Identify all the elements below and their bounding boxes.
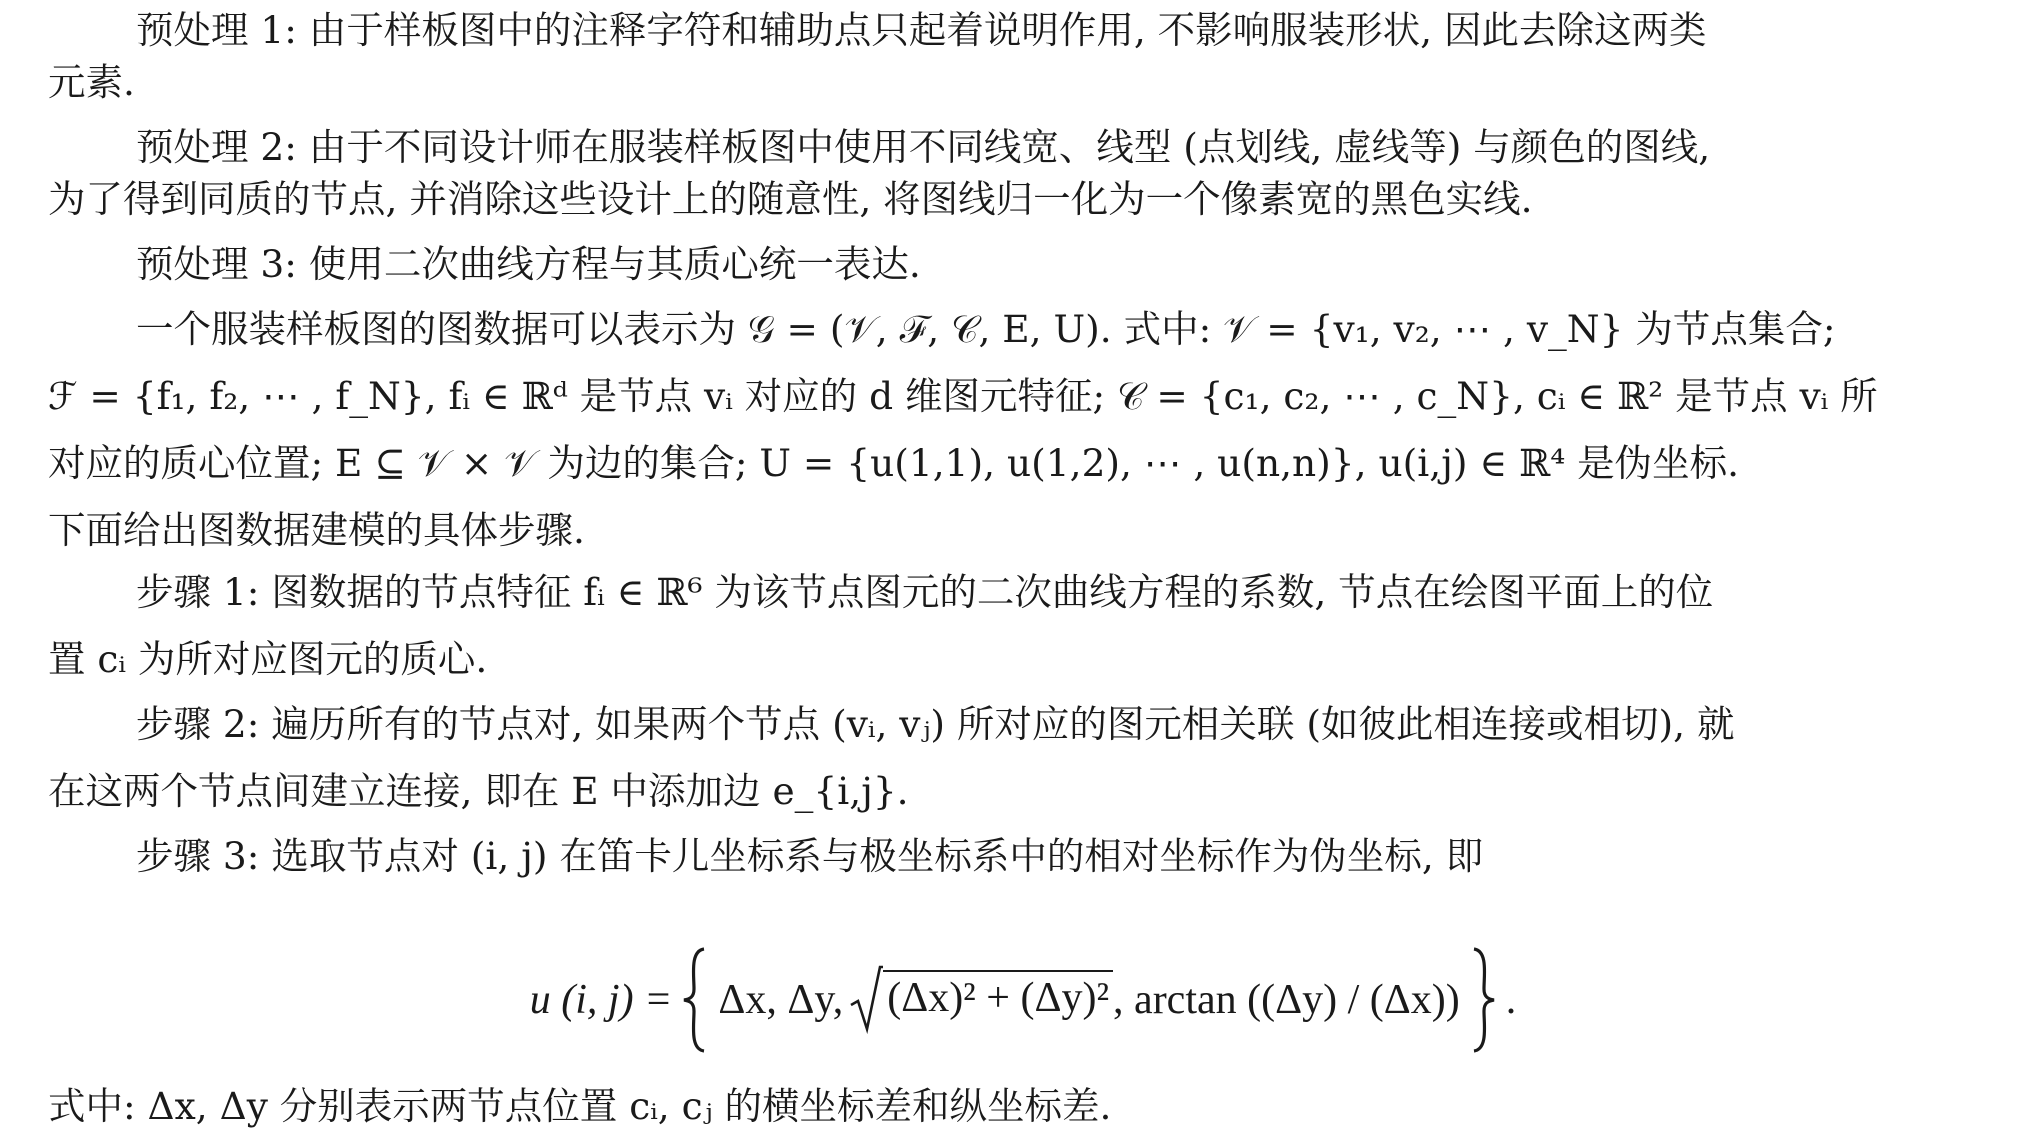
equation-term-deltas: Δx, Δy, bbox=[718, 977, 844, 1023]
equation-end-period: . bbox=[1505, 977, 1517, 1023]
paragraph-step-2-line-1: 步骤 2: 遍历所有的节点对, 如果两个节点 (vᵢ, vⱼ) 所对应的图元相关联 (如彼此相连接或相切), 就 bbox=[136, 702, 1735, 746]
paragraph-preprocess-3: 预处理 3: 使用二次曲线方程与其质心统一表达. bbox=[136, 242, 921, 286]
paragraph-preprocess-2-line-1: 预处理 2: 由于不同设计师在服装样板图中使用不同线宽、线型 (点划线, 虚线等) 与颜色的图线, bbox=[136, 125, 1711, 169]
paragraph-step-3: 步骤 3: 选取节点对 (i, j) 在笛卡儿坐标系与极坐标系中的相对坐标作为伪坐标, 即 bbox=[136, 834, 1484, 878]
paragraph-preprocess-1-line-1: 预处理 1: 由于样板图中的注释字符和辅助点只起着说明作用, 不影响服装形状, 因此去除这两类 bbox=[136, 8, 1707, 52]
pseudo-coordinate-equation bbox=[48, 940, 1998, 1060]
paper-page bbox=[48, 0, 1998, 1137]
paragraph-step-1-line-2: 置 cᵢ 为所对应图元的质心. bbox=[48, 637, 488, 681]
paragraph-preprocess-1-line-2: 元素. bbox=[48, 60, 135, 104]
left-brace-icon bbox=[678, 945, 712, 1055]
paragraph-preprocess-2-line-2: 为了得到同质的节点, 并消除这些设计上的随意性, 将图线归一化为一个像素宽的黑色实线. bbox=[48, 177, 1533, 221]
paragraph-step-2-line-2: 在这两个节点间建立连接, 即在 E 中添加边 e_{i,j}. bbox=[48, 769, 909, 813]
equation-lhs: u (i, j) = bbox=[529, 977, 673, 1023]
paragraph-where-clause: 式中: Δx, Δy 分别表示两节点位置 cᵢ, cⱼ 的横坐标差和纵坐标差. bbox=[48, 1084, 1112, 1128]
equation-radicand: (Δx)² + (Δy)² bbox=[883, 970, 1113, 1022]
right-brace-icon bbox=[1466, 945, 1500, 1055]
paragraph-graph-def-line-1: 一个服装样板图的图数据可以表示为 𝒢 = (𝒱, ℱ, 𝒞, E, U). 式中: 𝒱 = {v₁, v₂, ⋯ , v_N} 为节点集合; bbox=[136, 307, 1836, 351]
equation-sqrt bbox=[849, 965, 1113, 1035]
paragraph-graph-def-line-4: 下面给出图数据建模的具体步骤. bbox=[48, 508, 585, 552]
paragraph-graph-def-line-2: ℱ = {f₁, f₂, ⋯ , f_N}, fᵢ ∈ ℝᵈ 是节点 vᵢ 对应的 d 维图元特征; 𝒞 = {c₁, c₂, ⋯ , c_N}, cᵢ ∈ ℝ² 是节点 vᵢ 所 bbox=[48, 374, 1878, 418]
radical-sign-icon bbox=[849, 965, 883, 1035]
paragraph-graph-def-line-3: 对应的质心位置; E ⊆ 𝒱 × 𝒱 为边的集合; U = {u(1,1), u(1,2), ⋯ , u(n,n)}, u(i,j) ∈ ℝ⁴ 是伪坐标. bbox=[48, 441, 1740, 485]
equation-term-arctan: , arctan ((Δy) / (Δx)) bbox=[1113, 977, 1460, 1023]
paragraph-step-1-line-1: 步骤 1: 图数据的节点特征 fᵢ ∈ ℝ⁶ 为该节点图元的二次曲线方程的系数, 节点在绘图平面上的位 bbox=[136, 570, 1714, 614]
